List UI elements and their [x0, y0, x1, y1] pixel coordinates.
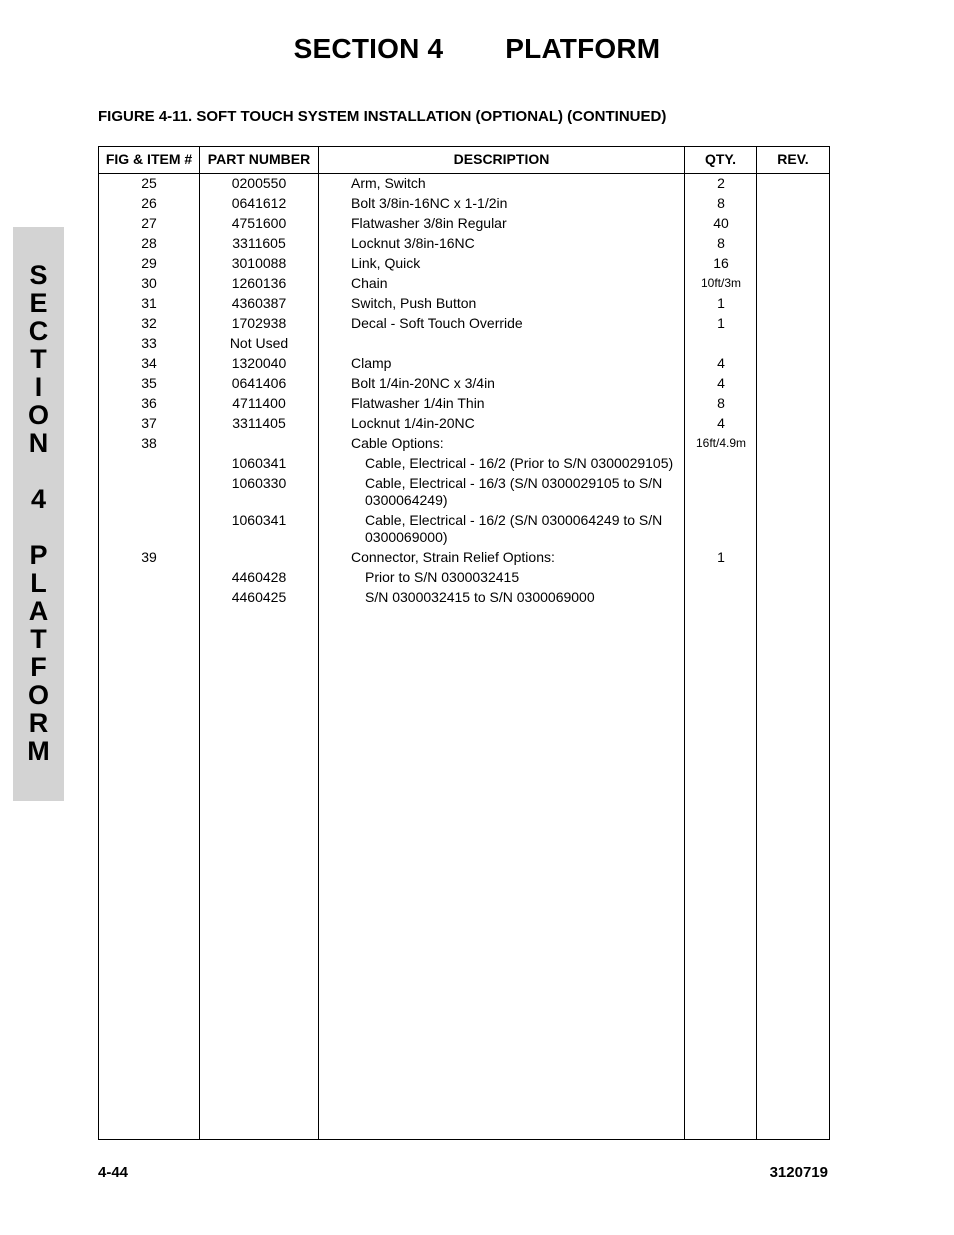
description: Flatwasher 3/8in Regular	[351, 215, 507, 231]
table-row	[99, 294, 829, 314]
part-number: 4460428	[231, 569, 287, 585]
side-tab-letter: S	[29, 260, 48, 290]
description: Arm, Switch	[351, 175, 426, 191]
part-number: 0641406	[231, 375, 287, 391]
side-tab-letter: M	[27, 736, 50, 766]
description: S/N 0300032415 to S/N 0300069000	[365, 589, 595, 605]
parts-table	[98, 146, 830, 1140]
item-number: 38	[141, 435, 157, 451]
part-number: 0641612	[231, 195, 287, 211]
part-number: Not Used	[229, 335, 289, 351]
description: Switch, Push Button	[351, 295, 477, 311]
table-row	[99, 568, 829, 588]
table-row	[99, 354, 829, 374]
figure-title: FIGURE 4-11. SOFT TOUCH SYSTEM INSTALLATION (OPTIONAL) (CONTINUED)	[98, 108, 667, 125]
side-tab-letter: F	[30, 652, 47, 682]
col-header-item: FIG & ITEM #	[105, 151, 193, 167]
part-number: 1702938	[231, 315, 287, 331]
item-number: 27	[141, 215, 157, 231]
part-number: 4360387	[231, 295, 287, 311]
part-number: 3311405	[232, 415, 286, 431]
part-number: 1320040	[231, 355, 287, 371]
table-body	[99, 174, 829, 608]
quantity: 8	[717, 235, 725, 251]
side-tab-letter: T	[30, 624, 47, 654]
table-row	[99, 394, 829, 414]
quantity: 1	[717, 295, 725, 311]
table-row	[99, 434, 829, 454]
item-number: 32	[141, 315, 157, 331]
side-tab-letter: O	[27, 680, 49, 710]
quantity: 1	[717, 549, 725, 565]
page-header	[0, 33, 954, 65]
item-number: 36	[141, 395, 157, 411]
part-number: 4460425	[231, 589, 287, 605]
col-header-description: DESCRIPTION	[453, 151, 550, 167]
quantity: 16ft/4.9m	[695, 436, 747, 450]
part-number: 1060330	[231, 475, 287, 491]
side-tab-letter: A	[28, 596, 49, 626]
description: Cable, Electrical - 16/2 (Prior to S/N 0300029105)	[365, 455, 674, 471]
description: Locknut 3/8in-16NC	[351, 235, 475, 251]
item-number: 31	[141, 295, 157, 311]
section-title: PLATFORM	[505, 33, 661, 64]
description: Cable, Electrical - 16/2 (S/N 0300064249 to S/N 0300069000)	[365, 512, 663, 545]
description: Connector, Strain Relief Options:	[351, 549, 555, 565]
table-row	[99, 588, 829, 608]
description: Prior to S/N 0300032415	[365, 569, 520, 585]
description: Flatwasher 1/4in Thin	[351, 395, 485, 411]
description: Bolt 3/8in-16NC x 1-1/2in	[351, 195, 508, 211]
description: Clamp	[351, 355, 392, 371]
part-number: 1060341	[231, 512, 287, 528]
description: Chain	[351, 275, 388, 291]
description: Cable, Electrical - 16/3 (S/N 0300029105 to S/N 0300064249)	[365, 475, 663, 508]
side-tab-letter: T	[30, 344, 47, 374]
description: Link, Quick	[351, 255, 421, 271]
item-number: 30	[141, 275, 157, 291]
side-tab-letter: I	[34, 372, 43, 402]
quantity: 4	[717, 415, 725, 431]
item-number: 37	[141, 415, 157, 431]
table-row	[99, 274, 829, 294]
side-tab-letter: E	[29, 288, 48, 318]
quantity: 4	[717, 355, 725, 371]
quantity: 8	[717, 395, 725, 411]
item-number: 35	[141, 375, 157, 391]
part-number: 3311605	[232, 235, 286, 251]
part-number: 0200550	[231, 175, 287, 191]
quantity: 4	[717, 375, 725, 391]
item-number: 34	[141, 355, 157, 371]
side-tab-letter: P	[29, 540, 48, 570]
document-number: 3120719	[769, 1164, 828, 1181]
table-row	[99, 414, 829, 434]
item-number: 33	[141, 335, 157, 351]
side-tab-letter: 4	[30, 484, 47, 514]
item-number: 26	[141, 195, 157, 211]
description	[351, 335, 681, 352]
quantity: 40	[713, 215, 729, 231]
side-tab-letters	[13, 261, 64, 765]
col-header-qty: QTY.	[704, 151, 737, 167]
table-row	[99, 511, 829, 548]
part-number: 1060341	[231, 455, 287, 471]
part-number: 1260136	[231, 275, 287, 291]
page-number: 4-44	[98, 1164, 129, 1181]
side-tab-letter: N	[28, 428, 49, 458]
table-row	[99, 474, 829, 511]
side-tab-letter: C	[28, 316, 49, 346]
part-number: 4711400	[232, 395, 286, 411]
quantity: 8	[717, 195, 725, 211]
table-row	[99, 234, 829, 254]
table-row	[99, 374, 829, 394]
table-row	[99, 254, 829, 274]
table-row	[99, 334, 829, 354]
col-header-part: PART NUMBER	[207, 151, 311, 167]
side-tab-letter	[13, 457, 64, 485]
table-row	[99, 174, 829, 194]
table-row	[99, 214, 829, 234]
description: Cable Options:	[351, 435, 444, 451]
item-number: 29	[141, 255, 157, 271]
part-number: 3010088	[231, 255, 287, 271]
description: Bolt 1/4in-20NC x 3/4in	[351, 375, 495, 391]
quantity: 10ft/3m	[700, 276, 742, 290]
item-number: 28	[141, 235, 157, 251]
side-tab-letter: L	[30, 568, 47, 598]
quantity: 16	[713, 255, 729, 271]
side-tab-letter: R	[28, 708, 49, 738]
description: Decal - Soft Touch Override	[351, 315, 523, 331]
side-tab-letter: O	[27, 400, 49, 430]
col-header-rev: REV.	[777, 151, 809, 167]
section-label: SECTION 4	[293, 33, 444, 64]
side-tab-letter	[13, 513, 64, 541]
part-number: 4751600	[231, 215, 287, 231]
item-number: 25	[141, 175, 157, 191]
item-number: 39	[141, 549, 157, 565]
quantity: 1	[717, 315, 725, 331]
table-row	[99, 194, 829, 214]
description: Locknut 1/4in-20NC	[351, 415, 475, 431]
table-row	[99, 548, 829, 568]
quantity: 2	[717, 175, 725, 191]
table-row	[99, 314, 829, 334]
section-side-tab	[13, 227, 64, 801]
table-row	[99, 454, 829, 474]
